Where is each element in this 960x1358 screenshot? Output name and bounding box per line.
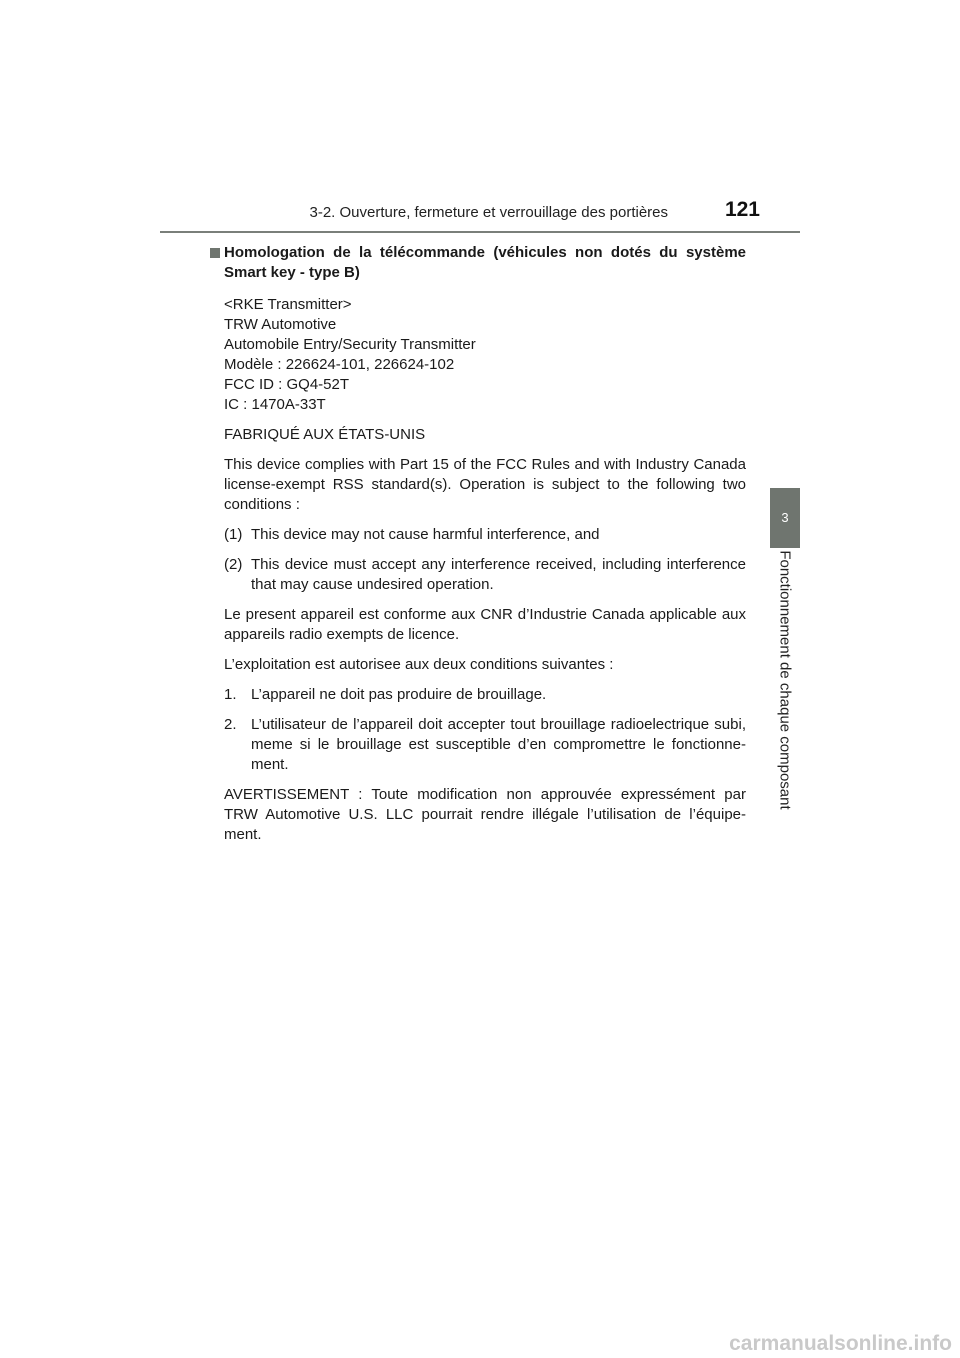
section-heading-text: Homologation de la télécommande (véhicules non dotés du système Smart key - type B) <box>224 244 746 281</box>
list-item-text: L’appareil ne doit pas produire de brouillage. <box>251 686 547 703</box>
info-line: IC : 1470A-33T <box>224 396 326 413</box>
list-item-text: L’utilisateur de l’appareil doit accepter tout brouillage radioelectrique subi, meme si le brouillage est susceptible d’en compromettre le fonctionne-ment. <box>251 716 746 773</box>
info-line: TRW Automotive <box>224 316 337 333</box>
list-item <box>224 715 746 775</box>
square-bullet-icon <box>210 248 220 258</box>
list-item <box>224 685 746 705</box>
list-item <box>224 525 746 545</box>
list-marker: 2. <box>224 716 237 733</box>
cnr-paragraph: Le present appareil est conforme aux CNR d’Industrie Canada applicable aux appareils radio exempts de licence. <box>224 606 746 643</box>
info-line: Modèle : 226624-101, 226624-102 <box>224 356 455 373</box>
info-line: <RKE Transmitter> <box>224 296 352 313</box>
main-content <box>224 243 746 855</box>
info-line: Automobile Entry/Security Transmitter <box>224 336 476 353</box>
watermark: carmanualsonline.info <box>729 1332 952 1355</box>
page-number: 121 <box>724 198 760 221</box>
chapter-number: 3 <box>781 510 789 525</box>
page-header <box>160 198 760 230</box>
transmitter-info <box>224 295 746 415</box>
chapter-label-text: Fonctionnement de chaque composant <box>776 550 794 810</box>
section-heading <box>224 243 746 283</box>
warning-paragraph: AVERTISSEMENT : Toute modification non approuvée expressément par TRW Automotive U.S. LLC pourrait rendre illégale l’utilisation de l’équipe-ment. <box>224 786 746 843</box>
list-marker: (1) <box>224 526 243 543</box>
list-marker: 1. <box>224 686 237 703</box>
exploitation-paragraph: L’exploitation est autorisee aux deux conditions suivantes : <box>224 656 614 673</box>
list-marker: (2) <box>224 556 243 573</box>
list-item-text: This device may not cause harmful interference, and <box>251 526 600 543</box>
list-item-text: This device must accept any interference received, including interference that may cause undesired operation. <box>251 556 746 593</box>
info-line: FCC ID : GQ4-52T <box>224 376 350 393</box>
header-divider <box>160 231 800 233</box>
chapter-label <box>770 550 800 810</box>
section-title: 3-2. Ouverture, fermeture et verrouillage des portières <box>309 204 668 221</box>
list-item <box>224 555 746 595</box>
fcc-paragraph: This device complies with Part 15 of the FCC Rules and with Industry Canada license-exempt RSS standard(s). Operation is subject to the following two conditions : <box>224 456 746 513</box>
chapter-tab <box>770 488 800 548</box>
made-in-text: FABRIQUÉ AUX ÉTATS-UNIS <box>224 426 426 443</box>
